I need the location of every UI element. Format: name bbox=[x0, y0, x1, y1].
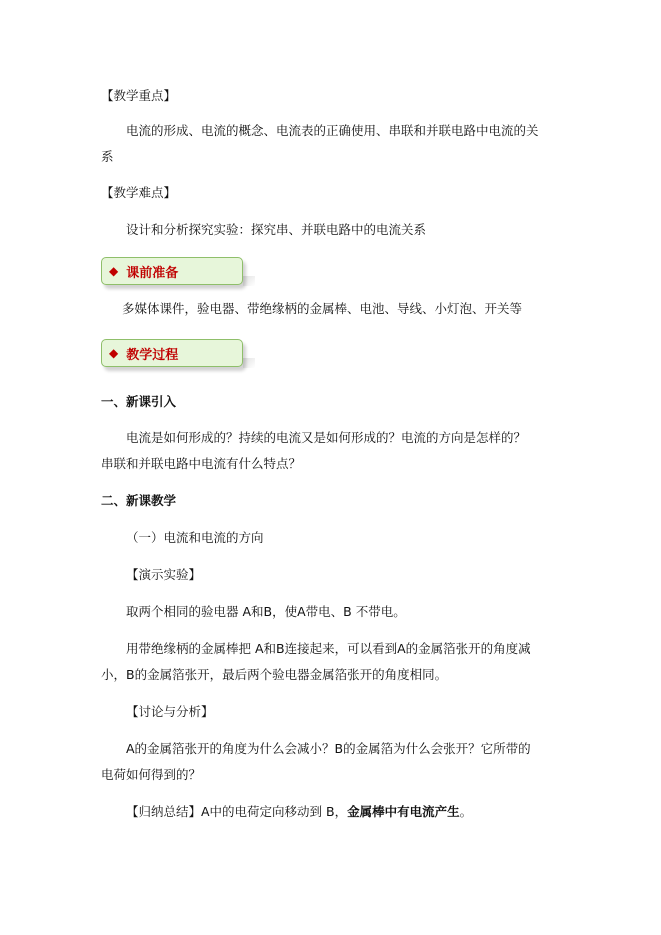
diamond-bullet-icon: ◆ bbox=[109, 264, 119, 278]
process-section-title: 教学过程 bbox=[126, 347, 179, 363]
process-section-box bbox=[101, 339, 243, 367]
section-1-line-1: 电流是如何形成的？持续的电流又是如何形成的？电流的方向是怎样的？ bbox=[126, 430, 527, 445]
key-points-line-1: 电流的形成、电流的概念、电流表的正确使用、串联和并联电路中电流的关 bbox=[126, 123, 539, 138]
connect-line-2: 小，B的金属箔张开，最后两个验电器金属箔张开的角度相同。 bbox=[101, 667, 448, 682]
discuss-heading: 【讨论与分析】 bbox=[126, 704, 214, 719]
summary-end: 。 bbox=[459, 804, 473, 819]
section-2-subheading: （一）电流和电流的方向 bbox=[126, 530, 264, 545]
section-2-heading: 二、新课教学 bbox=[101, 493, 177, 508]
demo-text: 取两个相同的验电器 A和B，使A带电、B 不带电。 bbox=[126, 604, 406, 619]
prep-box-shadow-tail bbox=[243, 276, 255, 286]
key-points-line-2: 系 bbox=[101, 149, 114, 164]
section-1-line-2: 串联和并联电路中电流有什么特点？ bbox=[101, 456, 302, 471]
section-1-heading: 一、新课引入 bbox=[101, 394, 177, 409]
summary-line bbox=[126, 804, 472, 820]
demo-heading: 【演示实验】 bbox=[126, 567, 202, 582]
key-points-heading: 【教学重点】 bbox=[101, 88, 177, 103]
difficulties-heading: 【教学难点】 bbox=[101, 185, 177, 200]
discuss-line-2: 电荷如何得到的？ bbox=[101, 767, 202, 782]
diamond-bullet-icon: ◆ bbox=[109, 346, 119, 360]
prep-section-box bbox=[101, 257, 243, 285]
connect-line-1: 用带绝缘柄的金属棒把 A和B连接起来，可以看到A的金属箔张开的角度减 bbox=[126, 641, 531, 656]
prep-section-title: 课前准备 bbox=[126, 265, 179, 281]
process-box-shadow-tail bbox=[243, 358, 255, 368]
difficulties-text: 设计和分析探究实验：探究串、并联电路中的电流关系 bbox=[126, 222, 427, 237]
summary-bold: 金属棒中有电流产生 bbox=[347, 804, 460, 819]
discuss-line-1: A的金属箔张开的角度为什么会减小？B的金属箔为什么会张开？它所带的 bbox=[126, 741, 531, 756]
prep-text: 多媒体课件，验电器、带绝缘柄的金属棒、电池、导线、小灯泡、开关等 bbox=[122, 301, 523, 316]
summary-prefix: 【归纳总结】A中的电荷定向移动到 B， bbox=[126, 804, 348, 819]
